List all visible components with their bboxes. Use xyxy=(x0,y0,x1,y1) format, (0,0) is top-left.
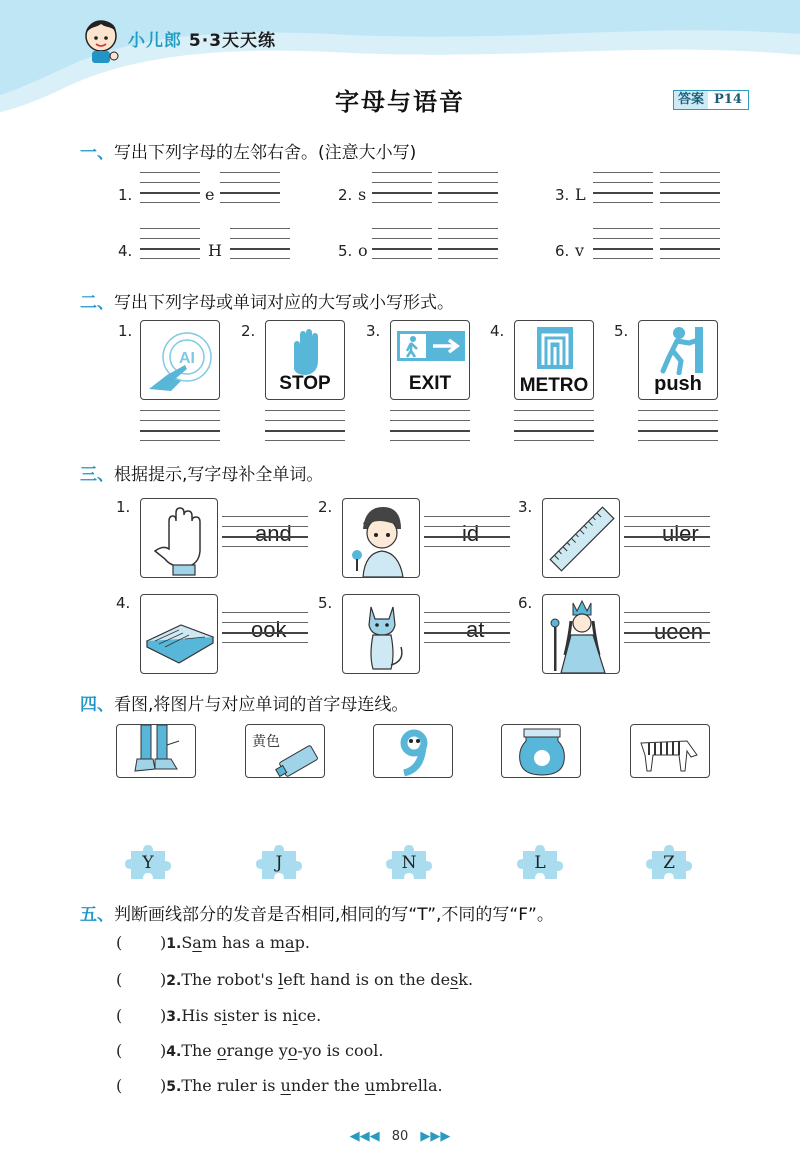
s5-underlined-letter: o xyxy=(287,1041,298,1060)
s5-sentence-text: m has a m xyxy=(201,933,286,952)
ai-hand-icon xyxy=(141,321,220,400)
s5-sentence-text: eft hand is on the de xyxy=(283,970,451,989)
s2-picture-5 xyxy=(638,320,718,400)
metro-logo-icon xyxy=(515,321,594,373)
s1-blank-left[interactable] xyxy=(140,228,200,260)
writing-line xyxy=(140,430,220,432)
brand-series: 5·3天天练 xyxy=(188,31,277,51)
writing-line xyxy=(593,192,653,194)
writing-line xyxy=(593,258,653,259)
writing-line xyxy=(372,182,432,183)
s3-answer-lines[interactable] xyxy=(624,612,710,644)
zebra-icon xyxy=(631,725,710,778)
s5-underlined-letter: a xyxy=(192,933,202,952)
s5-sentence-text: -yo is cool. xyxy=(297,1041,384,1060)
s5-sentence-row xyxy=(116,933,310,952)
writing-line xyxy=(624,536,710,538)
writing-line xyxy=(140,202,200,203)
writing-line xyxy=(438,172,498,173)
legs-shoes-icon xyxy=(117,725,196,778)
writing-line xyxy=(390,430,470,432)
s1-blank-left[interactable] xyxy=(593,172,653,204)
writing-line xyxy=(140,172,200,173)
s5-answer-bracket-close: ) xyxy=(160,1006,167,1025)
s5-sentence-row xyxy=(116,1076,443,1095)
section1-heading xyxy=(80,138,416,163)
stop-hand-icon xyxy=(266,321,345,379)
writing-line xyxy=(660,248,720,250)
s1-blank-right[interactable] xyxy=(660,228,720,260)
section3-heading xyxy=(80,460,323,485)
s3-item-number: 2. xyxy=(318,498,333,516)
writing-line xyxy=(593,182,653,183)
s1-given-letter: s xyxy=(358,185,367,204)
s4-picture-4[interactable] xyxy=(501,724,581,778)
writing-line xyxy=(438,202,498,203)
s2-picture-1 xyxy=(140,320,220,400)
section4-instruction: 看图,将图片与对应单词的首字母连线。 xyxy=(114,695,409,715)
s5-item-number: 1. xyxy=(166,936,182,952)
s2-answer-lines[interactable] xyxy=(514,410,594,442)
s4-picture-2[interactable] xyxy=(245,724,325,778)
s3-answer-lines[interactable] xyxy=(424,516,510,548)
section2-number: 二、 xyxy=(80,293,114,313)
writing-line xyxy=(624,546,710,547)
writing-line xyxy=(424,632,510,634)
s3-picture-1 xyxy=(140,498,218,578)
s1-blank-right[interactable] xyxy=(438,172,498,204)
writing-line xyxy=(140,182,200,183)
writing-line xyxy=(593,238,653,239)
s5-answer-bracket-close: ) xyxy=(160,933,167,952)
ai-label: AI xyxy=(179,350,195,367)
s3-item-number: 4. xyxy=(116,594,131,612)
s2-answer-lines[interactable] xyxy=(390,410,470,442)
writing-line xyxy=(140,192,200,194)
s5-item-number: 3. xyxy=(166,1009,182,1025)
letter-label: N xyxy=(401,853,417,873)
writing-line xyxy=(222,632,308,634)
writing-line xyxy=(220,172,280,173)
page-number: 80 xyxy=(391,1129,409,1144)
s3-fragment-4: ook xyxy=(251,617,287,642)
writing-line xyxy=(222,642,308,643)
s3-item-number: 3. xyxy=(518,498,533,516)
s3-item-number: 1. xyxy=(116,498,131,516)
writing-line xyxy=(140,228,200,229)
s5-sentence-text: The ruler is xyxy=(181,1076,281,1095)
s4-letter-N[interactable] xyxy=(386,843,432,883)
s4-picture-1[interactable] xyxy=(116,724,196,778)
writing-line xyxy=(660,228,720,229)
s2-answer-lines[interactable] xyxy=(140,410,220,442)
s5-underlined-letter: o xyxy=(216,1041,227,1060)
writing-line xyxy=(372,172,432,173)
writing-line xyxy=(660,258,720,259)
s5-underlined-letter: u xyxy=(280,1076,291,1095)
writing-line xyxy=(438,228,498,229)
answer-reference-badge[interactable] xyxy=(673,90,749,110)
writing-line xyxy=(220,182,280,183)
s5-sentence-text: The robot's xyxy=(181,970,279,989)
s5-answer-bracket-open[interactable]: ( xyxy=(116,1006,123,1025)
writing-line xyxy=(265,440,345,441)
writing-line xyxy=(140,440,220,441)
section5-heading xyxy=(80,900,554,925)
writing-line xyxy=(624,632,710,634)
writing-line xyxy=(438,192,498,194)
writing-line xyxy=(372,248,432,250)
page-title: 字母与语音 xyxy=(335,88,465,116)
s1-item-number: 2. xyxy=(338,186,353,204)
section5-number: 五、 xyxy=(80,905,114,925)
s4-picture-5[interactable] xyxy=(630,724,710,778)
s5-underlined-letter: s xyxy=(450,970,459,989)
writing-line xyxy=(424,536,510,538)
section3-instruction: 根据提示,写字母补全单词。 xyxy=(114,465,324,485)
writing-line xyxy=(222,536,308,538)
hand-icon xyxy=(141,499,218,578)
s3-answer-lines[interactable] xyxy=(222,516,308,548)
s3-fragment-5: at xyxy=(466,617,485,642)
book-icon xyxy=(141,595,218,674)
s2-picture-2 xyxy=(265,320,345,400)
writing-line xyxy=(140,420,220,421)
s5-sentence-text: The xyxy=(181,1041,217,1060)
s4-picture-3[interactable] xyxy=(373,724,453,778)
s4-letter-J[interactable] xyxy=(256,843,302,883)
writing-line xyxy=(624,622,710,623)
mascot-boy-icon xyxy=(78,12,124,64)
writing-line xyxy=(660,202,720,203)
s3-answer-lines[interactable] xyxy=(424,612,510,644)
s5-answer-bracket-open[interactable]: ( xyxy=(116,1076,123,1095)
s5-sentence-text: range y xyxy=(226,1041,288,1060)
s5-answer-bracket-open[interactable]: ( xyxy=(116,933,123,952)
section2-instruction: 写出下列字母或单词对应的大写或小写形式。 xyxy=(114,293,454,313)
section5-instruction: 判断画线部分的发音是否相同,相同的写“T”,不同的写“F”。 xyxy=(114,905,554,925)
writing-line xyxy=(222,622,308,623)
writing-line xyxy=(438,248,498,250)
s5-underlined-letter: l xyxy=(278,970,284,989)
writing-line xyxy=(438,238,498,239)
s5-sentence-text: mbrella. xyxy=(375,1076,443,1095)
brand-name: 小儿郎 xyxy=(128,31,182,51)
s1-given-letter: H xyxy=(208,241,222,260)
kid-icon xyxy=(343,499,420,578)
s1-blank-right[interactable] xyxy=(230,228,290,260)
writing-line xyxy=(424,622,510,623)
brand-logo xyxy=(128,26,276,51)
writing-line xyxy=(230,258,290,259)
writing-line xyxy=(222,526,308,527)
s5-answer-bracket-close: ) xyxy=(160,1041,167,1060)
queen-icon xyxy=(543,595,620,674)
s4-letter-Z[interactable] xyxy=(646,843,692,883)
answer-label: 答案 xyxy=(674,91,708,109)
writing-line xyxy=(638,410,718,411)
exit-label: EXIT xyxy=(408,373,452,394)
s5-item-number: 4. xyxy=(166,1044,182,1060)
number-nine-icon xyxy=(374,725,453,778)
s3-answer-lines[interactable] xyxy=(222,612,308,644)
letter-label: Z xyxy=(663,853,675,873)
s5-answer-bracket-close: ) xyxy=(160,970,167,989)
letter-label: L xyxy=(534,853,546,873)
metro-label: METRO xyxy=(519,375,589,396)
writing-line xyxy=(660,238,720,239)
writing-line xyxy=(514,430,594,432)
s4-letter-L[interactable] xyxy=(517,843,563,883)
writing-line xyxy=(222,516,308,517)
writing-line xyxy=(390,440,470,441)
s5-sentence-row xyxy=(116,1041,383,1060)
s1-blank-left[interactable] xyxy=(372,172,432,204)
s2-item-number: 3. xyxy=(366,322,381,340)
writing-line xyxy=(390,410,470,411)
s5-sentence-row xyxy=(116,1006,321,1025)
s5-underlined-letter: u xyxy=(364,1076,376,1095)
s5-sentence-text: ce. xyxy=(297,1006,322,1025)
s3-picture-4 xyxy=(140,594,218,674)
s5-underlined-letter: i xyxy=(221,1006,228,1025)
writing-line xyxy=(514,420,594,421)
writing-line xyxy=(230,238,290,239)
s3-picture-2 xyxy=(342,498,420,578)
writing-line xyxy=(222,612,308,613)
writing-line xyxy=(660,182,720,183)
writing-line xyxy=(220,202,280,203)
s3-answer-lines[interactable] xyxy=(624,516,710,548)
s1-blank-right[interactable] xyxy=(220,172,280,204)
s2-answer-lines[interactable] xyxy=(638,410,718,442)
page-footer xyxy=(0,1129,800,1144)
s1-blank-left[interactable] xyxy=(372,228,432,260)
writing-line xyxy=(593,172,653,173)
writing-line xyxy=(390,420,470,421)
writing-line xyxy=(624,516,710,517)
writing-line xyxy=(593,248,653,250)
s5-item-number: 2. xyxy=(166,973,182,989)
s1-item-number: 5. xyxy=(338,242,353,260)
letter-label: J xyxy=(275,853,283,873)
writing-line xyxy=(265,420,345,421)
section1-number: 一、 xyxy=(80,143,114,163)
s3-fragment-1: and xyxy=(255,521,292,546)
writing-line xyxy=(593,202,653,203)
s5-answer-bracket-open[interactable]: ( xyxy=(116,1041,123,1060)
writing-line xyxy=(140,258,200,259)
s1-item-number: 6. xyxy=(555,242,570,260)
writing-line xyxy=(638,420,718,421)
writing-line xyxy=(424,612,510,613)
s1-blank-left[interactable] xyxy=(593,228,653,260)
s2-picture-3 xyxy=(390,320,470,400)
s5-sentence-text: nder the xyxy=(290,1076,365,1095)
s5-sentence-text: S xyxy=(181,933,193,952)
exit-sign-icon xyxy=(391,321,470,371)
writing-line xyxy=(424,642,510,643)
s3-fragment-3: uler xyxy=(662,521,699,546)
s1-given-letter: v xyxy=(575,241,585,260)
s1-item-number: 3. xyxy=(555,186,570,204)
writing-line xyxy=(230,228,290,229)
writing-line xyxy=(265,430,345,432)
writing-line xyxy=(372,228,432,229)
push-figure-icon xyxy=(639,321,718,375)
writing-line xyxy=(140,248,200,250)
writing-line xyxy=(638,440,718,441)
ruler-icon xyxy=(543,499,620,578)
s3-fragment-6: ueen xyxy=(654,619,703,644)
writing-line xyxy=(265,410,345,411)
s5-sentence-text: ster is n xyxy=(227,1006,293,1025)
writing-line xyxy=(372,238,432,239)
prev-arrows-icon: ◀◀◀ xyxy=(349,1129,380,1144)
section3-number: 三、 xyxy=(80,465,114,485)
s3-item-number: 5. xyxy=(318,594,333,612)
writing-line xyxy=(624,612,710,613)
push-label: push xyxy=(654,373,702,395)
writing-line xyxy=(660,192,720,194)
writing-line xyxy=(424,546,510,547)
s1-given-letter: L xyxy=(575,185,586,204)
writing-line xyxy=(438,258,498,259)
writing-line xyxy=(624,642,710,643)
s5-answer-bracket-open[interactable]: ( xyxy=(116,970,123,989)
s2-item-number: 2. xyxy=(241,322,256,340)
writing-line xyxy=(638,430,718,432)
section1-instruction: 写出下列字母的左邻右舍。(注意大小写) xyxy=(114,143,417,163)
s5-sentence-text: His s xyxy=(181,1006,222,1025)
s1-blank-right[interactable] xyxy=(660,172,720,204)
writing-line xyxy=(593,228,653,229)
s2-answer-lines[interactable] xyxy=(265,410,345,442)
writing-line xyxy=(424,516,510,517)
writing-line xyxy=(514,410,594,411)
section4-number: 四、 xyxy=(80,695,114,715)
s5-sentence-row xyxy=(116,970,473,989)
s2-item-number: 1. xyxy=(118,322,133,340)
s1-given-letter: e xyxy=(205,185,215,204)
s5-sentence-text: p. xyxy=(294,933,310,952)
section2-heading xyxy=(80,288,454,313)
answer-page: P14 xyxy=(714,92,742,107)
writing-line xyxy=(438,182,498,183)
writing-line xyxy=(140,238,200,239)
writing-line xyxy=(514,440,594,441)
writing-line xyxy=(140,410,220,411)
s3-picture-6 xyxy=(542,594,620,674)
writing-line xyxy=(220,192,280,194)
s1-item-number: 4. xyxy=(118,242,133,260)
s5-answer-bracket-close: ) xyxy=(160,1076,167,1095)
writing-line xyxy=(372,258,432,259)
s3-item-number: 6. xyxy=(518,594,533,612)
letter-label: Y xyxy=(142,853,154,873)
s5-sentence-text: k. xyxy=(458,970,474,989)
cat-icon xyxy=(343,595,420,674)
s5-item-number: 5. xyxy=(166,1079,182,1095)
s2-item-number: 5. xyxy=(614,322,629,340)
stop-label: STOP xyxy=(279,373,331,394)
writing-line xyxy=(372,202,432,203)
s5-underlined-letter: a xyxy=(285,933,295,952)
yellow-caption: 黄色 xyxy=(252,734,280,750)
s1-blank-right[interactable] xyxy=(438,228,498,260)
writing-line xyxy=(222,546,308,547)
writing-line xyxy=(424,526,510,527)
s4-letter-Y[interactable] xyxy=(125,843,171,883)
s1-given-letter: o xyxy=(358,241,368,260)
s3-fragment-2: id xyxy=(462,521,480,546)
jam-jar-icon xyxy=(502,725,581,778)
s3-picture-3 xyxy=(542,498,620,578)
writing-line xyxy=(624,526,710,527)
writing-line xyxy=(660,172,720,173)
s2-picture-4 xyxy=(514,320,594,400)
s1-blank-left[interactable] xyxy=(140,172,200,204)
writing-line xyxy=(230,248,290,250)
next-arrows-icon: ▶▶▶ xyxy=(420,1129,451,1144)
writing-line xyxy=(372,192,432,194)
s5-underlined-letter: i xyxy=(292,1006,298,1025)
s2-item-number: 4. xyxy=(490,322,505,340)
s1-item-number: 1. xyxy=(118,186,133,204)
s3-picture-5 xyxy=(342,594,420,674)
section4-heading xyxy=(80,690,408,715)
